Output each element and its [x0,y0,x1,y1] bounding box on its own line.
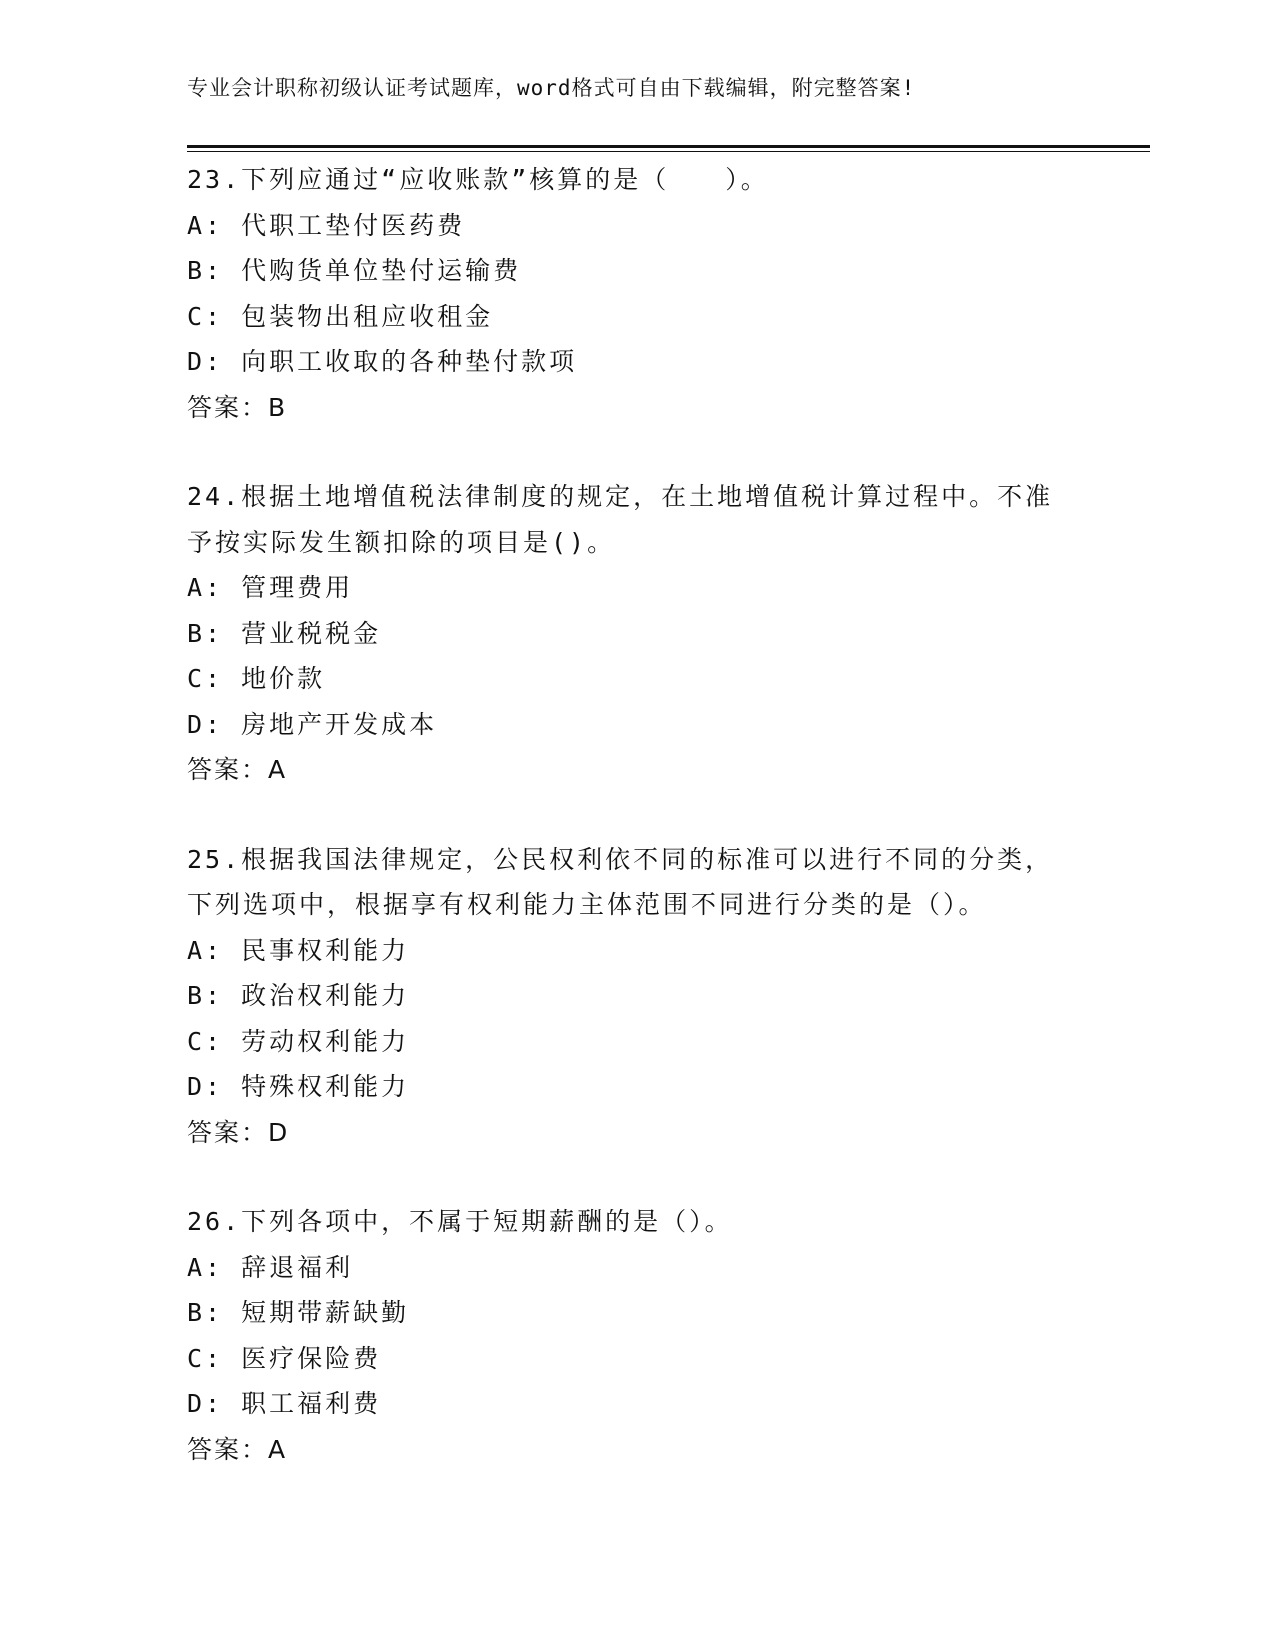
question-26 [187,1199,1087,1472]
option-a: A: 民事权利能力 [187,935,410,965]
option-c: C: 包装物出租应收租金 [187,301,494,331]
question-stem: 25.根据我国法律规定，公民权利依不同的标准可以进行不同的分类， [187,844,1054,874]
question-25 [187,837,1087,1156]
answer: 答案：A [187,1434,288,1464]
option-c: C: 医疗保险费 [187,1343,382,1373]
question-23 [187,157,1087,430]
question-24 [187,474,1087,793]
option-b: B: 代购货单位垫付运输费 [187,256,522,285]
option-a: A: 辞退福利 [187,1252,354,1282]
header-rule-thick [187,145,1150,148]
option-d: D: 房地产开发成本 [187,709,438,739]
answer: 答案：A [187,755,288,784]
page-header: 专业会计职称初级认证考试题库，word格式可自由下载编辑，附完整答案! [187,76,916,100]
option-b: B: 短期带薪缺勤 [187,1298,410,1327]
question-stem: 26.下列各项中，不属于短期薪酬的是（）。 [187,1207,733,1236]
header-rule-thin [187,151,1150,152]
question-stem-continued: 下列选项中，根据享有权利能力主体范围不同进行分类的是（）。 [187,890,987,919]
question-stem: 23.下列应通过“应收账款”核算的是（ ）。 [187,165,769,194]
question-stem: 24.根据土地增值税法律制度的规定，在土地增值税计算过程中。不准 [187,482,1054,511]
option-a: A: 代职工垫付医药费 [187,210,466,240]
option-b: B: 营业税税金 [187,618,382,648]
question-list [187,157,1087,1516]
option-a: A: 管理费用 [187,573,354,602]
option-c: C: 劳动权利能力 [187,1026,410,1056]
answer: 答案：D [187,1117,290,1147]
question-stem-continued: 予按实际发生额扣除的项目是()。 [187,527,616,557]
option-d: D: 特殊权利能力 [187,1072,410,1101]
answer: 答案：B [187,392,288,422]
option-b: B: 政治权利能力 [187,981,410,1010]
option-d: D: 职工福利费 [187,1389,382,1418]
option-c: C: 地价款 [187,664,326,693]
option-d: D: 向职工收取的各种垫付款项 [187,347,578,376]
